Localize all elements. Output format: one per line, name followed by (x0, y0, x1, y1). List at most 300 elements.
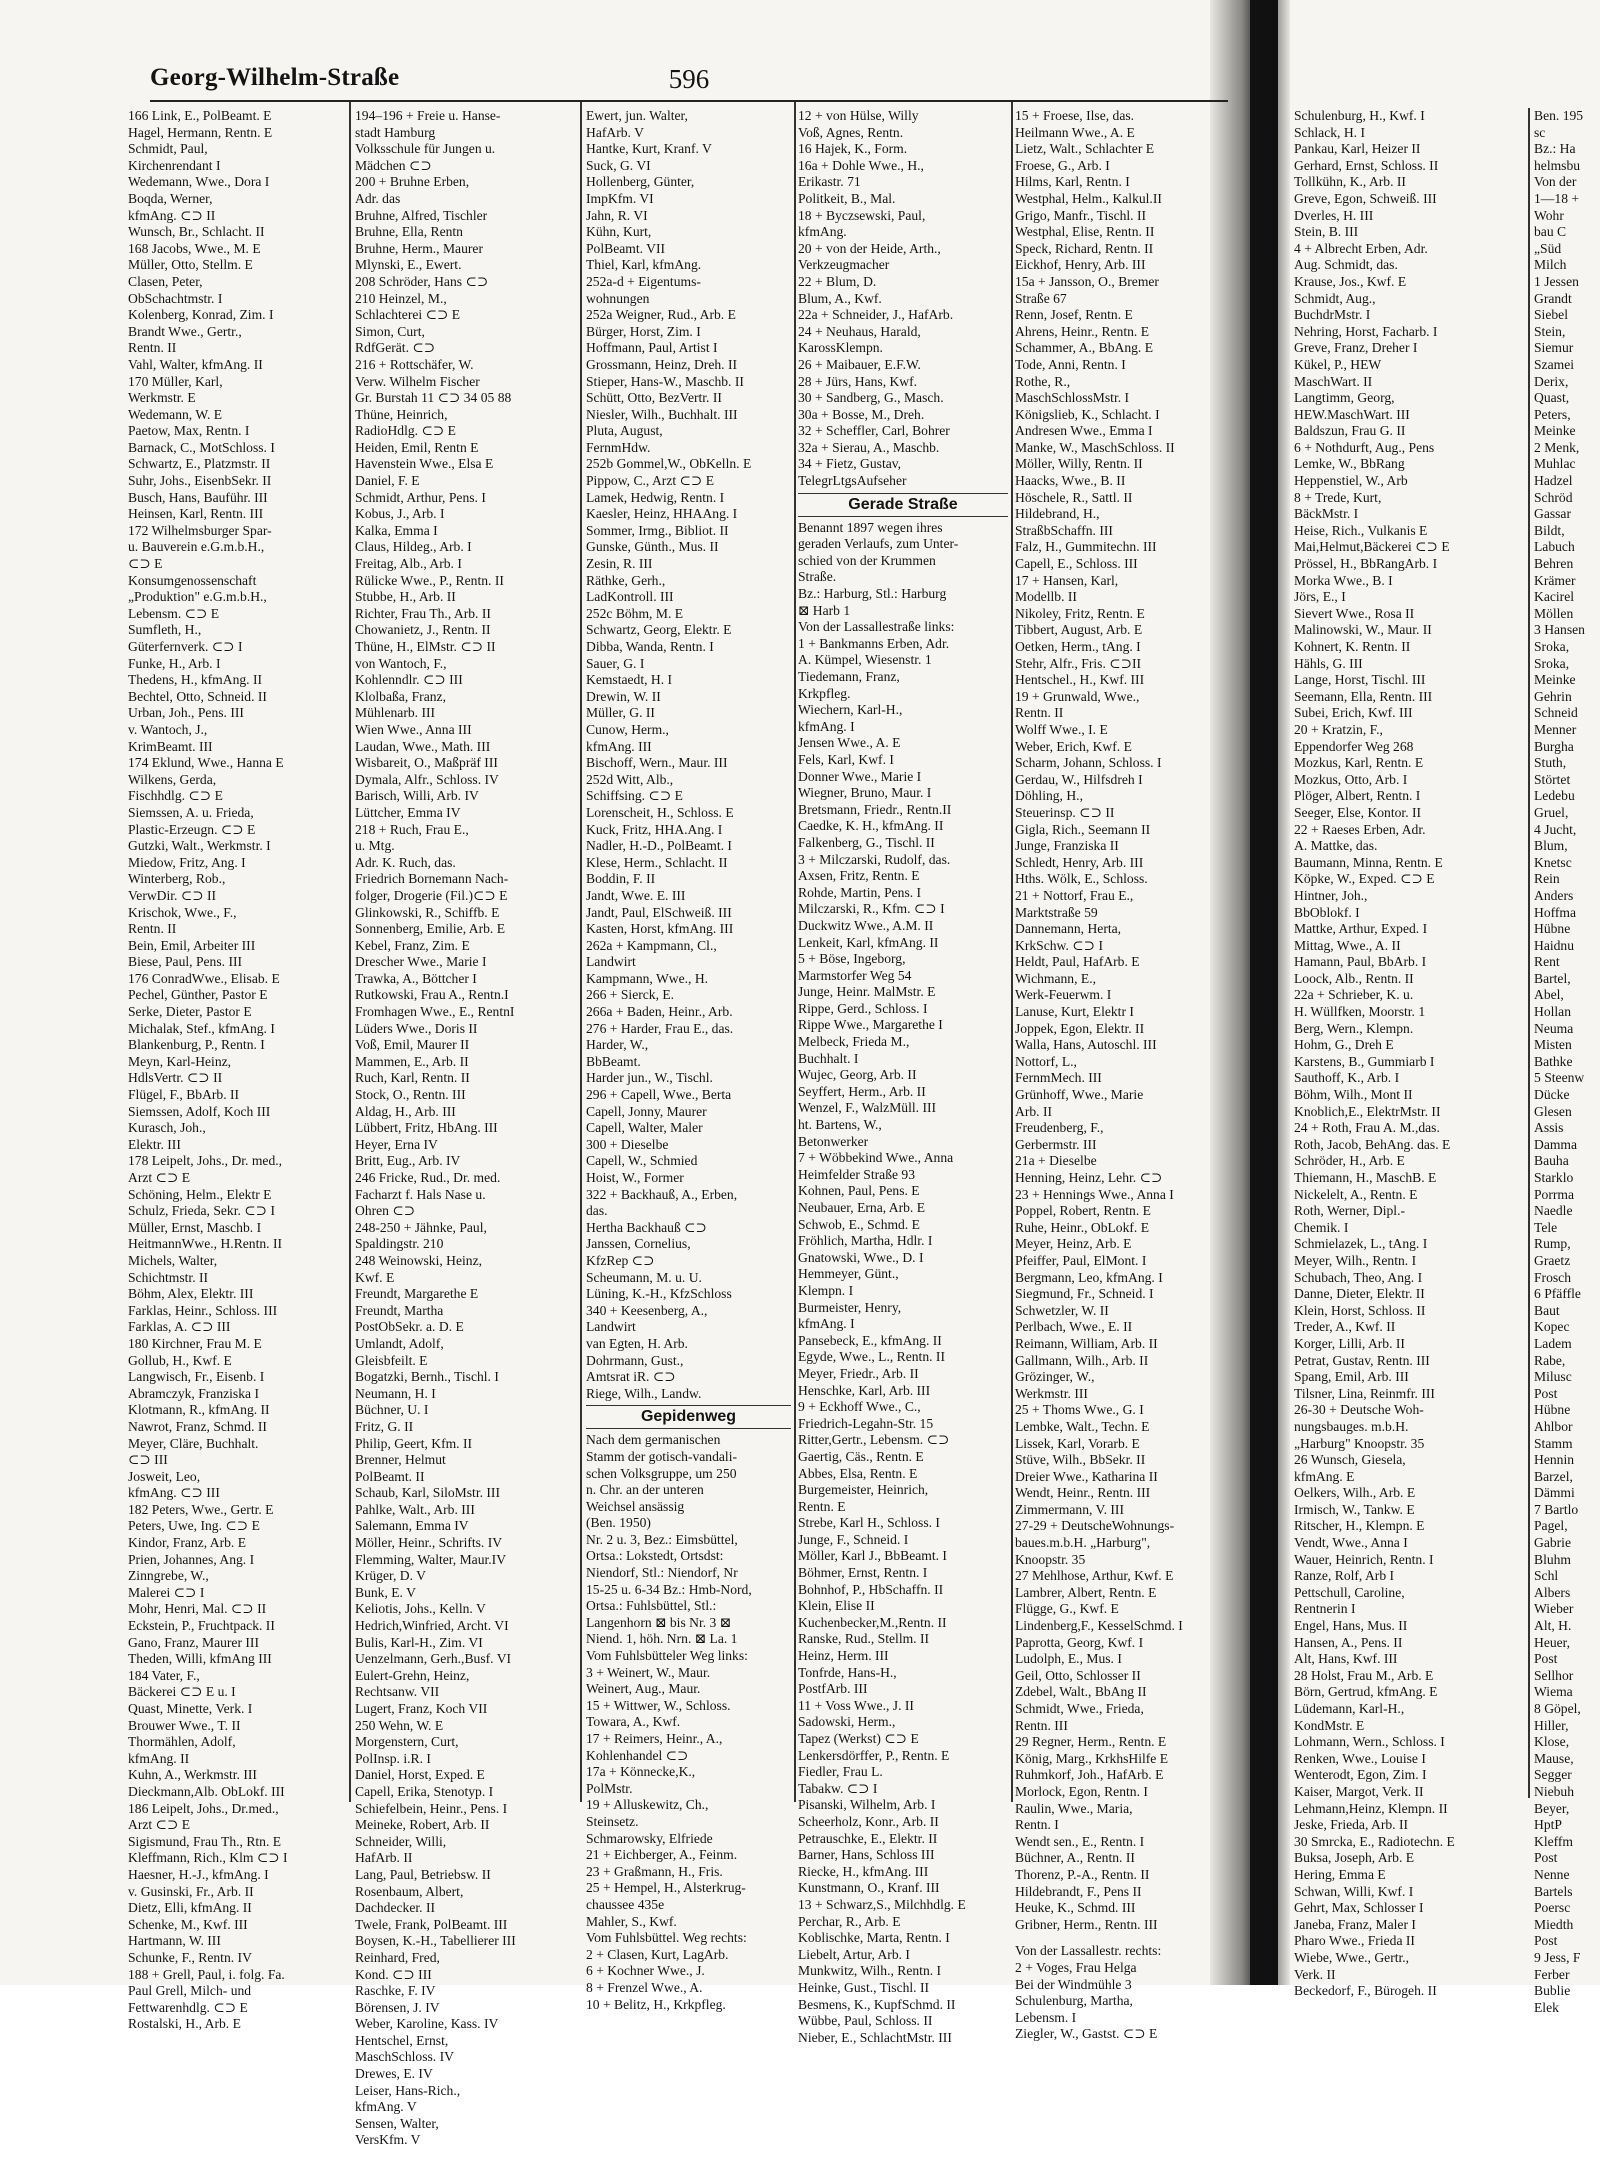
directory-entry: ObSchachtmstr. I (128, 290, 223, 306)
directory-entry: 182 Peters, Wwe., Gertr. E (128, 1501, 274, 1517)
directory-entry: Greve, Franz, Dreher I (1294, 340, 1418, 356)
directory-entry: Sadowski, Herm., (798, 1714, 896, 1730)
directory-entry: 6 + Kochner Wwe., J. (586, 1963, 705, 1979)
directory-entry: Wendt sen., E., Rentn. I (1015, 1833, 1145, 1849)
directory-entry: Post (1534, 1385, 1558, 1401)
directory-entry: Schmidt, Paul, (128, 141, 208, 157)
directory-entry: Walla, Hans, Autoschl. III (1015, 1037, 1157, 1053)
directory-entry: kfmAng. I (798, 718, 855, 734)
directory-entry: bau C (1534, 224, 1567, 240)
directory-entry: Pisanski, Wilhelm, Arb. I (798, 1797, 936, 1813)
directory-entry: 22 + Raeses Erben, Adr. (1294, 821, 1426, 837)
directory-entry: Kohnen, Paul, Pens. E (798, 1183, 920, 1199)
directory-entry: 30a + Bosse, M., Dreh. (798, 406, 925, 422)
directory-entry: Zesin, R. III (586, 556, 653, 572)
directory-entry: Klose, (1534, 1734, 1570, 1750)
directory-entry: Brenner, Helmut (355, 1452, 446, 1468)
directory-entry: Aldag, H., Arb. III (355, 1103, 456, 1119)
directory-entry: Falz, H., Gummitechn. III (1015, 539, 1157, 555)
directory-entry: Suck, G. VI (586, 157, 651, 173)
directory-entry: 8 Göpel, (1534, 1701, 1581, 1716)
directory-entry: Kuck, Fritz, HHA.Ang. I (586, 821, 723, 837)
directory-entry: Renken, Wwe., Louise I (1294, 1750, 1426, 1766)
directory-entry: Blankenburg, P., Rentn. I (128, 1037, 265, 1053)
directory-entry: Möllen (1534, 605, 1574, 621)
directory-entry: Rent (1534, 954, 1560, 970)
directory-entry: 24 + Roth, Frau A. M.,das. (1294, 1120, 1440, 1136)
directory-entry: Werkmstr. E (128, 390, 196, 406)
directory-entry: kfmAng. V (355, 2099, 417, 2115)
directory-entry: Lebensm. ⊂⊃ E (128, 605, 220, 621)
directory-entry: Tilsner, Lina, Reinmfr. III (1294, 1385, 1435, 1401)
directory-entry: 248 Weinowski, Heinz, (355, 1252, 483, 1268)
directory-entry: Hadzel (1534, 473, 1573, 489)
directory-entry: Nieber, E., SchlachtMstr. III (798, 2029, 952, 2045)
directory-entry: Westphal, Helm., Kalkul.II (1015, 190, 1162, 206)
directory-entry: Schulenburg, H., Kwf. I (1294, 108, 1425, 123)
directory-entry: 3 + Weinert, W., Maur. (586, 1664, 711, 1680)
directory-entry: Freundt, Martha (355, 1302, 444, 1318)
directory-entry: 24 + Neuhaus, Harald, (798, 323, 921, 339)
directory-entry: Farklas, A. ⊂⊃ III (128, 1319, 231, 1335)
directory-entry: Adr. das (355, 190, 401, 206)
directory-entry: Kebel, Franz, Zim. E (355, 937, 470, 953)
directory-entry: Morlock, Egon, Rentn. I (1015, 1783, 1148, 1799)
directory-entry: Grünhoff, Wwe., Marie (1015, 1087, 1144, 1103)
directory-entry: Klotmann, R., kfmAng. II (128, 1402, 270, 1418)
directory-entry: Rentn. III (1015, 1717, 1068, 1733)
directory-entry: Burgha (1534, 738, 1574, 754)
directory-entry: 20 + von der Heide, Arth., (798, 240, 941, 256)
directory-entry: Bulis, Karl-H., Zim. VI (355, 1634, 483, 1650)
directory-entry: Drewin, W. II (586, 688, 661, 704)
directory-entry: 18 + Byczsewski, Paul, (798, 207, 926, 223)
directory-entry: Thiemann, H., MaschB. E (1294, 1170, 1437, 1185)
directory-entry: Adr. K. Ruch, das. (355, 854, 456, 870)
directory-entry: 250 Wehn, W. E (355, 1717, 444, 1733)
directory-entry: TelegrLtgsAufseher (798, 473, 907, 489)
directory-entry: Böhm, Wilh., Mont II (1294, 1087, 1413, 1103)
running-head: Georg-Wilhelm-Straße (150, 64, 400, 91)
directory-entry: Klempn. I (798, 1282, 854, 1298)
directory-entry: KarossKlempn. (798, 340, 883, 356)
directory-entry: Schneid (1534, 705, 1578, 721)
directory-entry: 23 + Graßmann, H., Fris. (586, 1863, 723, 1879)
directory-entry: Liebelt, Artur, Arb. I (798, 1946, 910, 1962)
directory-entry: Rein (1534, 871, 1560, 887)
directory-entry: Freundt, Margarethe E (355, 1286, 479, 1302)
directory-entry: Melbeck, Frieda M., (798, 1034, 910, 1050)
directory-entry: Möller, Heinr., Schrifts. IV (355, 1535, 503, 1551)
directory-entry: Blum, (1534, 838, 1568, 854)
directory-entry: Gigla, Rich., Seemann II (1015, 821, 1151, 837)
directory-entry: HEW.MaschWart. III (1294, 406, 1410, 422)
directory-entry: Milusc (1534, 1369, 1572, 1385)
directory-entry: Rump, (1534, 1236, 1571, 1252)
directory-entry: Stein, (1534, 323, 1566, 339)
directory-entry: Zinngrebe, W., (128, 1568, 209, 1584)
directory-entry: kfmAng. E (1294, 1468, 1355, 1484)
directory-entry: Ohren ⊂⊃ (355, 1203, 416, 1219)
directory-entry: Hths. Wölk, E., Schloss. (1015, 871, 1148, 887)
directory-entry: Perchar, R., Arb. E (798, 1913, 901, 1929)
directory-entry: Raschke, F. IV (355, 1983, 436, 1999)
directory-entry: FernmMech. III (1015, 1070, 1102, 1086)
directory-entry: Hoist, W., Former (586, 1170, 684, 1185)
directory-entry: Oetken, Herm., tAng. I (1015, 639, 1141, 654)
directory-entry: Vom Fuhlsbüttel. Weg rechts: (586, 1930, 747, 1946)
directory-entry: (Ben. 1950) (586, 1515, 651, 1531)
directory-entry: Fels, Karl, Kwf. I (798, 751, 894, 767)
directory-entry: Capell, W., Schmied (586, 1153, 698, 1169)
directory-entry: Fettwarenhdlg. ⊂⊃ E (128, 1999, 248, 2015)
directory-entry: Havenstein Wwe., Elsa E (355, 456, 494, 472)
directory-entry: Scheumann, M. u. U. (586, 1269, 702, 1285)
directory-entry: Lambrer, Albert, Rentn. E (1015, 1584, 1157, 1600)
directory-entry: Oelkers, Wilh., Arb. E (1294, 1485, 1416, 1501)
directory-entry: Wieber (1534, 1601, 1574, 1617)
directory-entry: Werk-Feuerwm. I (1015, 987, 1112, 1003)
directory-entry: Lietz, Walt., Schlachter E (1015, 141, 1155, 157)
directory-entry: Schichtmstr. II (128, 1269, 209, 1285)
directory-entry: Sauer, G. I (586, 655, 645, 671)
directory-entry: Thiel, Karl, kfmAng. (586, 257, 702, 273)
directory-entry: Schwartz, Georg, Elektr. E (586, 622, 732, 638)
directory-entry: Rostalski, H., Arb. E (128, 2016, 241, 2032)
directory-entry: Dreier Wwe., Katharina II (1015, 1468, 1158, 1484)
directory-entry: Mittag, Wwe., A. II (1294, 937, 1401, 953)
directory-entry: Irmisch, W., Tankw. E (1294, 1501, 1415, 1517)
directory-entry: Gollub, H., Kwf. E (128, 1352, 232, 1368)
directory-entry: BbOblokf. I (1294, 904, 1360, 920)
directory-entry: Clasen, Peter, (128, 273, 203, 289)
directory-entry: Amtsrat iR. ⊂⊃ (586, 1369, 676, 1385)
directory-entry: Bauha (1534, 1153, 1569, 1169)
directory-entry: Lorenscheit, H., Schloss. E (586, 804, 734, 820)
directory-entry: Alt, H. (1534, 1618, 1572, 1634)
directory-entry: Hollenberg, Günter, (586, 174, 695, 190)
directory-entry: Erikastr. 71 (798, 174, 861, 190)
directory-entry: 19 + Grunwald, Wwe., (1015, 688, 1140, 704)
directory-entry: Paul Grell, Milch- und (128, 1983, 252, 1999)
directory-entry: 11 + Voss Wwe., J. II (798, 1697, 914, 1713)
directory-entry: Post (1534, 1651, 1558, 1667)
directory-entry: 26 + Maibauer, E.F.W. (798, 356, 921, 372)
directory-entry: Jandt, Wwe. E. III (586, 887, 686, 903)
directory-entry: Friedrich-Legahn-Str. 15 (798, 1415, 934, 1431)
directory-entry: Börensen, J. IV (355, 1999, 440, 2015)
directory-entry: Stüve, Wilh., BbSekr. II (1015, 1452, 1146, 1468)
directory-entry: Harder jun., W., Tischl. (586, 1070, 713, 1086)
directory-entry: Baumann, Minna, Rentn. E (1294, 854, 1443, 870)
directory-entry: Jensen Wwe., A. E (798, 735, 901, 751)
directory-entry: Roth, Werner, Dipl.- (1294, 1203, 1405, 1219)
directory-entry: MaschSchloss. IV (355, 2049, 454, 2065)
directory-entry: Bogatzki, Bernh., Tischl. I (355, 1369, 499, 1385)
directory-entry: ht. Bartens, W., (798, 1117, 882, 1133)
directory-entry: Siebel (1534, 307, 1568, 323)
directory-entry: Ortsa.: Fuhlsbüttel, Stl.: (586, 1598, 717, 1614)
directory-entry: Heldt, Paul, HafArb. E (1015, 954, 1140, 970)
directory-entry: ⊂⊃ III (128, 1452, 168, 1468)
directory-entry: Benannt 1897 wegen ihres (798, 519, 943, 535)
directory-entry: 178 Leipelt, Johs., Dr. med., (128, 1153, 283, 1169)
directory-entry: Engel, Hans, Mus. II (1294, 1618, 1408, 1634)
directory-entry: ImpKfm. VI (586, 190, 654, 206)
street-heading: Gerade Straße (798, 493, 1008, 517)
directory-entry: Arzt ⊂⊃ E (128, 1170, 191, 1185)
directory-entry: Loock, Alb., Rentn. II (1294, 970, 1414, 986)
directory-entry: Lissek, Karl, Vorarb. E (1015, 1435, 1140, 1451)
directory-entry: Muhlac (1534, 456, 1576, 472)
directory-entry: Sievert Wwe., Rosa II (1294, 605, 1415, 621)
directory-entry: Marktstraße 59 (1015, 904, 1098, 920)
directory-entry: Heinke, Gust., Tischl. II (798, 1979, 930, 1995)
directory-entry: Möller, Willy, Rentn. II (1015, 456, 1143, 472)
directory-entry: Knoblich,E., ElektrMstr. II (1294, 1103, 1441, 1119)
directory-entry: Daniel, F. E (355, 473, 420, 489)
directory-entry: Bunk, E. V (355, 1584, 416, 1600)
directory-entry: Fiedler, Frau L. (798, 1764, 883, 1780)
directory-entry: 266a + Baden, Heinr., Arb. (586, 1004, 733, 1020)
directory-entry: Sensen, Walter, (355, 2115, 439, 2131)
directory-entry: 10 + Belitz, H., Krkpfleg. (586, 1996, 726, 2012)
directory-entry: Jeske, Frieda, Arb. II (1294, 1817, 1409, 1833)
directory-entry: Lübbert, Fritz, HbAng. III (355, 1120, 498, 1136)
directory-entry: helmsbu (1534, 157, 1581, 173)
directory-entry: Werkmstr. III (1015, 1385, 1088, 1401)
directory-entry: Hemmeyer, Günt., (798, 1266, 899, 1282)
directory-entry: Schöning, Helm., Elektr E (128, 1186, 272, 1202)
directory-entry: 17 + Hansen, Karl, (1015, 572, 1119, 588)
directory-entry: Stubbe, H., Arb. II (355, 589, 456, 605)
directory-entry: Towara, A., Kwf. (586, 1714, 681, 1730)
directory-entry: 27 Mehlhose, Arthur, Kwf. E (1015, 1568, 1174, 1584)
directory-entry: Dohrmann, Gust., (586, 1352, 684, 1368)
directory-entry: Müller, G. II (586, 705, 655, 721)
directory-entry: schied von der Krummen (798, 552, 936, 568)
directory-entry: 17 + Reimers, Heinr., A., (586, 1731, 723, 1746)
directory-entry: Meyer, Cläre, Buchhalt. (128, 1435, 259, 1451)
directory-entry: 276 + Harder, Frau E., das. (586, 1020, 734, 1036)
directory-entry: Lange, Horst, Tischl. III (1294, 672, 1426, 688)
directory-entry: Philip, Geert, Kfm. II (355, 1435, 473, 1451)
directory-entry: Paetow, Max, Rentn. I (128, 423, 250, 439)
directory-entry: Chemik. I (1294, 1219, 1349, 1235)
directory-entry: 28 Holst, Frau M., Arb. E (1294, 1667, 1434, 1683)
directory-entry: Richter, Frau Th., Arb. II (355, 605, 491, 621)
directory-entry: Schwob, E., Schmd. E (798, 1216, 920, 1232)
directory-entry: 13 + Schwarz,S., Milchhdlg. E (798, 1896, 966, 1912)
directory-entry: Paprotta, Georg, Kwf. I (1015, 1634, 1144, 1650)
directory-entry: Suhr, Johs., EisenbSekr. II (128, 473, 272, 489)
directory-entry: Greve, Egon, Schweiß. III (1294, 190, 1437, 206)
directory-entry: FernmHdw. (586, 439, 651, 455)
directory-entry: Bei der Windmühle 3 (1015, 1976, 1132, 1992)
directory-entry: Kolenberg, Konrad, Zim. I (128, 307, 274, 323)
directory-entry: Bein, Emil, Arbeiter III (128, 937, 256, 953)
directory-entry: 4 + Albrecht Erben, Adr. (1294, 240, 1428, 256)
directory-entry: PolBeamt. II (355, 1468, 425, 1484)
directory-entry: 216 + Rottschäfer, W. (355, 356, 474, 372)
directory-entry: Straße 67 (1015, 290, 1067, 306)
directory-entry: Niendorf, Stl.: Niendorf, Nr (586, 1565, 738, 1581)
directory-entry: 5 Steenw (1534, 1070, 1585, 1086)
directory-entry: Gerhard, Ernst, Schloss. II (1294, 157, 1439, 173)
directory-entry: Bz.: Harburg, Stl.: Harburg (798, 586, 947, 602)
directory-entry: Henschke, Karl, Arb. III (798, 1382, 931, 1398)
directory-entry: Milczarski, R., Kfm. ⊂⊃ I (798, 901, 945, 917)
directory-entry: Gerdau, W., Hilfsdreh I (1015, 771, 1143, 787)
facing-page (1290, 108, 1600, 2015)
directory-entry: Böhmer, Ernst, Rentn. I (798, 1565, 928, 1581)
directory-entry: 174 Eklund, Wwe., Hanna E (128, 755, 284, 771)
directory-entry: Gehrin (1534, 688, 1572, 704)
directory-entry: Von der (1534, 174, 1577, 190)
directory-entry: Zdebel, Walt., BbAng II (1015, 1684, 1147, 1700)
directory-entry: Plastic-Erzeugn. ⊂⊃ E (128, 821, 256, 837)
directory-entry: BuchdrMstr. I (1294, 307, 1371, 323)
directory-entry: 188 + Grell, Paul, i. folg. Fa. (128, 1966, 285, 1982)
directory-entry: Kleffm (1534, 1833, 1574, 1849)
directory-entry: Wiechern, Karl-H., (798, 702, 903, 718)
directory-entry: Pfeiffer, Paul, ElMont. I (1015, 1252, 1147, 1268)
directory-entry: baues.m.b.H. „Harburg", (1015, 1535, 1151, 1551)
directory-entry: „Harburg" Knoopstr. 35 (1294, 1435, 1425, 1451)
directory-entry: Kühn, Kurt, (586, 224, 652, 240)
directory-entry: Tode, Anni, Rentn. I (1015, 356, 1126, 372)
directory-entry: Meyer, Friedr., Arb. II (798, 1365, 919, 1381)
directory-entry: Janssen, Cornelius, (586, 1236, 691, 1252)
directory-entry: Twele, Frank, PolBeamt. III (355, 1916, 508, 1932)
directory-entry: Haacks, Wwe., B. II (1015, 473, 1126, 489)
directory-entry: Flemming, Walter, Maur.IV (355, 1551, 507, 1567)
directory-entry: Schmarowsky, Elfriede (586, 1830, 713, 1846)
directory-entry: 21 + Nottorf, Frau E., (1015, 887, 1134, 903)
directory-entry: Arzt ⊂⊃ E (128, 1817, 191, 1833)
directory-entry: Misten (1534, 1037, 1572, 1053)
directory-entry: Mause, (1534, 1750, 1574, 1766)
directory-entry: Hohm, G., Dreh E (1294, 1037, 1394, 1053)
directory-entry: Tapez (Werkst) ⊂⊃ E (798, 1731, 919, 1746)
directory-entry: Kemstaedt, H. I (586, 672, 673, 688)
directory-entry: Stamm der gotisch-vandali- (586, 1448, 738, 1464)
directory-entry: Ladem (1534, 1335, 1572, 1351)
directory-entry: Sauthoff, K., Arb. I (1294, 1070, 1400, 1086)
directory-entry: Sigismund, Frau Th., Rtn. E (128, 1833, 282, 1849)
directory-entry: Störtet (1534, 771, 1571, 787)
directory-entry: 262a + Kampmann, Cl., (586, 937, 717, 953)
directory-entry: Sumfleth, H., (128, 622, 202, 638)
directory-entry: Abbes, Elsa, Rentn. E (798, 1465, 918, 1481)
directory-entry: 252c Böhm, M. E (586, 605, 684, 621)
directory-entry: Vahl, Walter, kfmAng. II (128, 356, 263, 372)
directory-entry: Seeger, Else, Kontor. II (1294, 804, 1422, 820)
directory-entry: Höschele, R., Sattl. II (1015, 489, 1133, 505)
directory-entry: Weichsel ansässig (586, 1498, 685, 1514)
directory-entry: 3 Hansen (1534, 622, 1585, 638)
directory-entry: 6 Pfäffle (1534, 1286, 1581, 1302)
directory-entry: Nottorf, L., (1015, 1053, 1077, 1069)
directory-entry: 5 + Böse, Ingeborg, (798, 951, 906, 967)
directory-entry: Glinkowski, R., Schiffb. E (355, 904, 500, 920)
directory-entry: 246 Fricke, Rud., Dr. med. (355, 1170, 501, 1185)
directory-entry: Treder, A., Kwf. II (1294, 1319, 1396, 1335)
directory-entry: u. Bauverein e.G.m.b.H., (128, 539, 265, 555)
directory-entry: Joppek, Egon, Elektr. II (1015, 1020, 1145, 1036)
directory-entry: Kindor, Franz, Arb. E (128, 1535, 247, 1551)
directory-entry: nungsbauges. m.b.H. (1294, 1418, 1409, 1434)
directory-entry: HptP (1534, 1817, 1562, 1833)
directory-entry: kfmAng. ⊂⊃ III (128, 1485, 220, 1501)
directory-entry: Bartels (1534, 1883, 1573, 1899)
directory-entry: Starklo (1534, 1170, 1574, 1185)
directory-entry: Poersc (1534, 1900, 1571, 1916)
directory-entry: Königslieb, K., Schlacht. I (1015, 406, 1160, 422)
directory-entry: Perlbach, Wwe., E. II (1015, 1319, 1133, 1335)
directory-entry: Hennin (1534, 1452, 1575, 1468)
directory-entry: ⊠ Harb 1 (798, 602, 851, 618)
directory-entry: Renn, Josef, Rentn. E (1015, 307, 1133, 323)
directory-entry: Rentn. II (128, 340, 177, 356)
directory-entry: Wiema (1534, 1684, 1573, 1700)
directory-entry: Bluhm (1534, 1551, 1572, 1567)
directory-entry: 252a-d + Eigentums- (586, 273, 701, 289)
directory-entry: Milch (1534, 257, 1567, 273)
directory-entry: 168 Jacobs, Wwe., M. E (128, 240, 261, 256)
directory-entry: Sroka, (1534, 655, 1570, 671)
directory-entry: Schulenburg, Martha, (1015, 1993, 1133, 2009)
directory-entry: Freitag, Alb., Arb. I (355, 556, 462, 572)
directory-entry: Szamei (1534, 356, 1575, 372)
directory-entry: Burgemeister, Heinrich, (798, 1482, 929, 1498)
directory-entry: Heuer, (1534, 1634, 1571, 1650)
directory-entry: LadKontroll. III (586, 589, 674, 605)
directory-entry: Egyde, Wwe., L., Rentn. II (798, 1349, 945, 1365)
directory-entry: Abramczyk, Franziska I (128, 1385, 259, 1401)
directory-entry: Prössel, H., BbRangArb. I (1294, 556, 1438, 572)
directory-entry: Labuch (1534, 539, 1575, 555)
directory-entry: Mädchen ⊂⊃ (355, 157, 432, 173)
directory-entry: Ledebu (1534, 788, 1575, 804)
directory-entry: PolBeamt. VII (586, 240, 666, 256)
directory-entry: Farklas, Heinr., Schloss. III (128, 1302, 278, 1318)
directory-entry: Gutzki, Walt., Werkmstr. I (128, 838, 271, 854)
directory-entry: Lüttcher, Emma IV (355, 804, 461, 820)
header-rule (150, 100, 1228, 102)
directory-entry: Hartmann, W. III (128, 1933, 221, 1949)
directory-entry: Poppel, Robert, Rentn. E (1015, 1203, 1151, 1219)
directory-entry: Langenhorn ⊠ bis Nr. 3 ⊠ (586, 1614, 732, 1630)
directory-entry: 252b Gommel,W., ObKelln. E (586, 456, 752, 472)
directory-entry: 23 + Hennings Wwe., Anna I (1015, 1186, 1174, 1202)
directory-entry: Britt, Eug., Arb. IV (355, 1153, 461, 1169)
directory-entry: Glesen (1534, 1103, 1572, 1119)
directory-entry: 9 + Eckhoff Wwe., C., (798, 1399, 921, 1415)
directory-entry: Koblischke, Marta, Rentn. I (798, 1930, 950, 1946)
directory-entry: Gallmann, Wilh., Arb. II (1015, 1352, 1149, 1368)
directory-entry: 2 Menk, (1534, 439, 1580, 455)
directory-entry: Gunske, Günth., Mus. II (586, 539, 719, 555)
directory-entry: Rentn. I (1015, 1817, 1059, 1833)
directory-entry: PolInsp. i.R. I (355, 1750, 431, 1766)
directory-entry: Naedle (1534, 1203, 1573, 1219)
directory-entry: Thedens, H., kfmAng. II (128, 672, 263, 688)
directory-entry: 300 + Dieselbe (586, 1136, 669, 1152)
directory-entry: Schmielazek, L., tAng. I (1294, 1236, 1428, 1252)
directory-entry: Kuchenbecker,M.,Rentn. II (798, 1614, 947, 1630)
directory-entry: Modellb. II (1015, 589, 1077, 605)
